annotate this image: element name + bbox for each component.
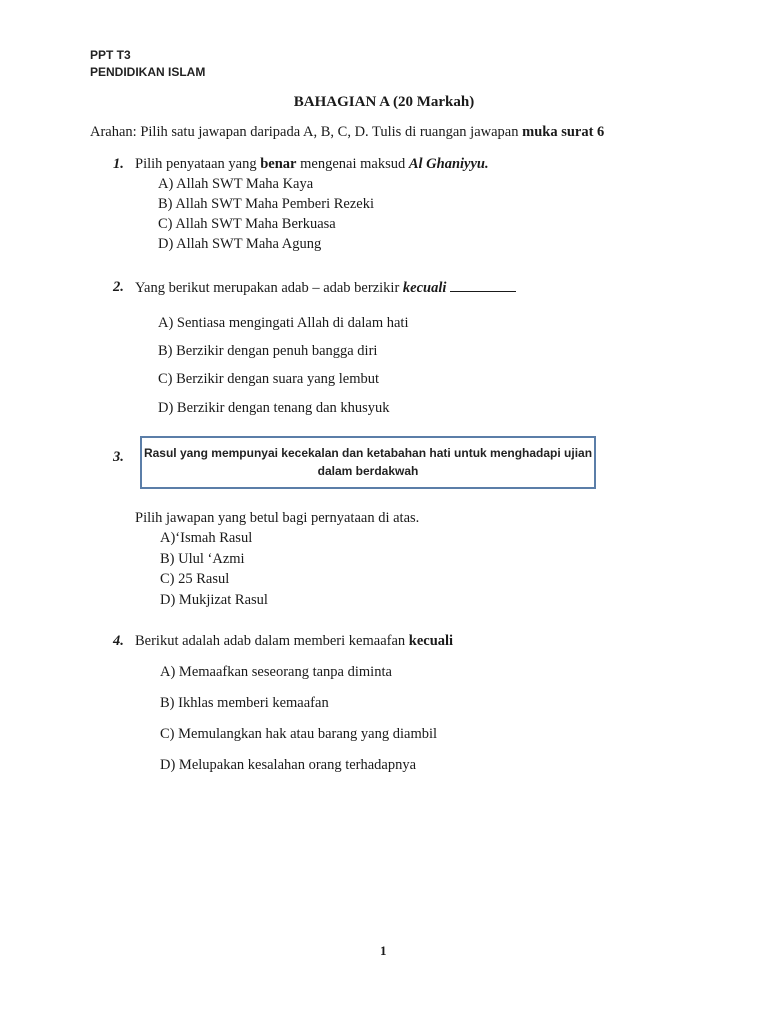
question-3-option-a: A)‘Ismah Rasul (160, 530, 253, 546)
stem-term: Al Ghaniyyu. (408, 156, 489, 172)
stem-text: Yang berikut merupakan adab – adab berzikir (135, 280, 403, 296)
question-1-stem (135, 156, 489, 173)
question-2-number: 2. (113, 279, 124, 295)
stem-emphasis: benar (260, 156, 297, 172)
question-2-option-d: D) Berzikir dengan tenang dan khusyuk (158, 400, 390, 416)
answer-blank (450, 279, 516, 292)
question-3-number: 3. (113, 449, 124, 465)
question-1-option-c: C) Allah SWT Maha Berkuasa (158, 216, 336, 232)
question-4-option-b: B) Ikhlas memberi kemaafan (160, 695, 329, 711)
question-1-option-d: D) Allah SWT Maha Agung (158, 236, 322, 252)
stem-text: Pilih penyataan yang (135, 156, 261, 172)
header-subject-name: PENDIDIKAN ISLAM (90, 65, 206, 79)
question-3-statement: Rasul yang mempunyai kecekalan dan ketabahan hati untuk menghadapi ujian dalam berdakwah (143, 446, 593, 478)
stem-text: Berikut adalah adab dalam memberi kemaafan (135, 633, 409, 649)
question-1-option-a: A) Allah SWT Maha Kaya (158, 176, 314, 192)
instruction (90, 124, 604, 141)
question-3-stem: Pilih jawapan yang betul bagi pernyataan di atas. (135, 510, 420, 526)
instruction-text: Arahan: Pilih satu jawapan daripada A, B, C, D. Tulis di ruangan jawapan (90, 124, 523, 140)
question-4-option-c: C) Memulangkan hak atau barang yang diambil (160, 726, 438, 742)
stem-emphasis: kecuali (402, 280, 447, 296)
question-4-option-d: D) Melupakan kesalahan orang terhadapnya (160, 757, 417, 773)
question-3-option-d: D) Mukjizat Rasul (160, 592, 268, 608)
question-3-option-b: B) Ulul ‘Azmi (160, 551, 245, 567)
question-4-option-a: A) Memaafkan seseorang tanpa diminta (160, 664, 392, 680)
instruction-page-ref: muka surat 6 (522, 124, 605, 140)
question-2-option-b: B) Berzikir dengan penuh bangga diri (158, 343, 378, 359)
question-4-number: 4. (113, 633, 124, 649)
question-2-option-a: A) Sentiasa mengingati Allah di dalam hati (158, 315, 409, 331)
question-4-stem (135, 633, 453, 650)
section-title: BAHAGIAN A (20 Markah) (293, 94, 475, 110)
stem-text: mengenai maksud (296, 156, 409, 172)
question-3-option-c: C) 25 Rasul (160, 571, 230, 587)
question-2-option-c: C) Berzikir dengan suara yang lembut (158, 371, 380, 387)
header-subject-code: PPT T3 (90, 48, 131, 62)
question-3-statement-box (140, 436, 596, 489)
page-number: 1 (380, 943, 387, 958)
question-2-stem (135, 279, 516, 297)
question-1-number: 1. (113, 156, 124, 172)
stem-emphasis: kecuali (408, 633, 454, 649)
question-1-option-b: B) Allah SWT Maha Pemberi Rezeki (158, 196, 374, 212)
